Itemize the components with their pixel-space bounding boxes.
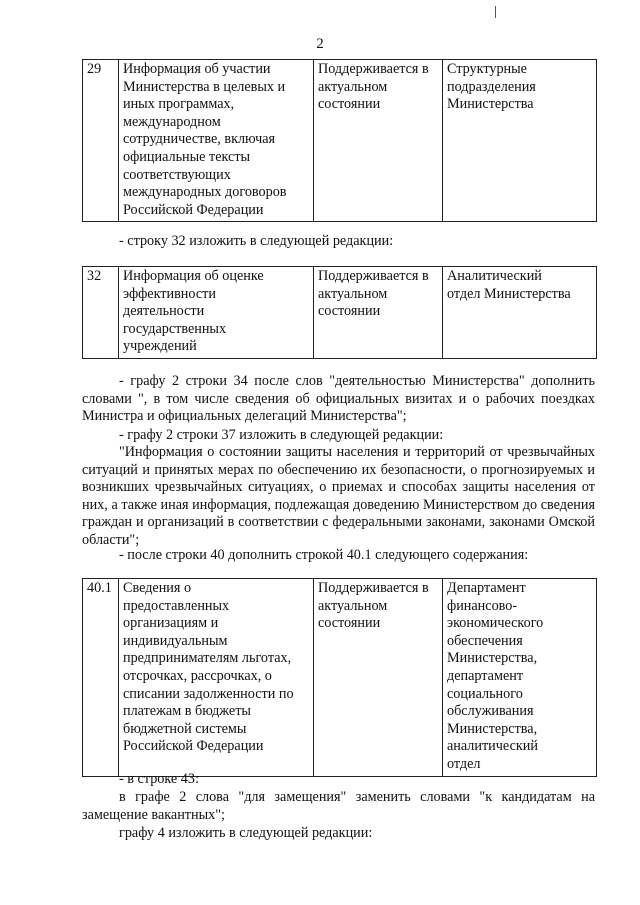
table-row-40-1 xyxy=(82,578,597,777)
row-32-number: 32 xyxy=(83,267,119,359)
row-40-1-status: Поддерживается в актуальном состоянии xyxy=(314,579,443,777)
row-40-intro: - после строки 40 дополнить строкой 40.1 следующего содержания: xyxy=(119,547,529,563)
row-37-intro: - графу 2 строки 37 изложить в следующей редакции: xyxy=(119,427,444,443)
paragraph-row-37-text: "Информация о состоянии защиты населения и территорий от чрезвычайных ситуаций и принятых мерах по обеспечению их безопасности, о прогнозируемых и возникших чрезвычайных ситуациях, о приемах и способах защиты населения от них, а также иная информация, подлежащая доведению Министерством до сведения граждан и организаций в соответствии с федеральными законами, законами Омской области"; xyxy=(82,444,595,548)
paragraph-row-34: - графу 2 строки 34 после слов "деятельностью Министерства" дополнить словами ", в том числе сведения об официальных визитах и о рабочих поездках Министра и официальных делегаций Министерства"; xyxy=(82,373,595,425)
table-row-29 xyxy=(82,59,597,222)
table-row-32 xyxy=(82,266,597,359)
row-29-responsible: Структурные подразделения Министерства xyxy=(443,60,597,222)
row-43-graph-4: графу 4 изложить в следующей редакции: xyxy=(119,825,373,841)
row-32-responsible: Аналитический отдел Министерства xyxy=(443,267,597,359)
scan-edge-mark xyxy=(495,6,496,18)
page-number: 2 xyxy=(316,36,324,52)
row-29-status: Поддерживается в актуальном состоянии xyxy=(314,60,443,222)
row-40-1-responsible: Департамент финансово- экономического обеспечения Министерства, департамент социального обслуживания Министерства, аналитический отдел xyxy=(443,579,597,777)
row-32-status: Поддерживается в актуальном состоянии xyxy=(314,267,443,359)
row-32-name: Информация об оценке эффективности деятельности государственных учреждений xyxy=(119,267,314,359)
row-32-intro: - строку 32 изложить в следующей редакции: xyxy=(119,233,394,249)
row-43-intro: - в строке 43: xyxy=(119,771,199,787)
paragraph-row-43-graph-2: в графе 2 слова "для замещения" заменить словами "к кандидатам на замещение вакантных"; xyxy=(82,789,595,823)
row-29-number: 29 xyxy=(83,60,119,222)
row-40-1-name: Сведения о предоставленных организациям и индивидуальным предпринимателям льготах, отсрочках, рассрочках, о списании задолженности по платежам в бюджеты бюджетной системы Российской Федерации xyxy=(119,579,314,777)
row-29-name: Информация об участии Министерства в целевых и иных программах, международном сотрудничестве, включая официальные тексты соответствующих международных договоров Российской Федерации xyxy=(119,60,314,222)
row-40-1-number: 40.1 xyxy=(83,579,119,777)
